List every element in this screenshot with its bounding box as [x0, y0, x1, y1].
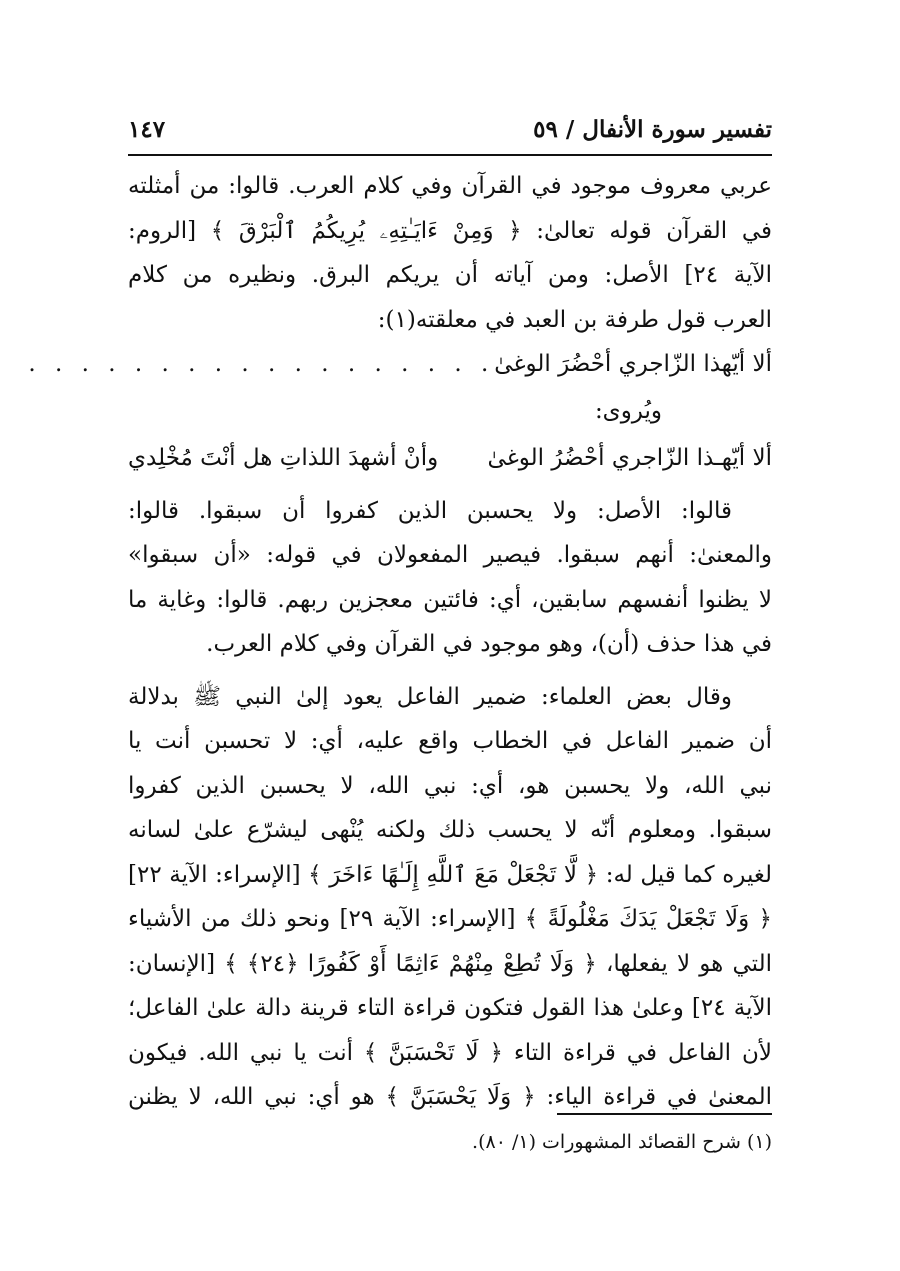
- text-line: أن ضمير الفاعل في الخطاب واقع عليه، أي: لا تحسبن أنت يا: [128, 728, 772, 754]
- text-line: التي هو لا يفعلها، ﴿ وَلَا تُطِعْ مِنْهُمْ ءَاثِمًا أَوْ كَفُورًا ﴿٢٤﴾ ﴾ [الإنسان:: [128, 950, 772, 977]
- text-line: عربي معروف موجود في القرآن وفي كلام العرب. قالوا: من أمثلته: [128, 173, 772, 199]
- verse-second-hemistich: وأنْ أشهدَ اللذاتِ هل أنْتَ مُخْلِدي: [128, 444, 439, 471]
- page-number: ١٤٧: [128, 115, 166, 143]
- poetry-verse: [128, 435, 772, 481]
- text-line: الآية ٢٤] وعلىٰ هذا القول فتكون قراءة التاء قرينة دالة علىٰ الفاعل؛: [128, 995, 772, 1021]
- text-line: لغيره كما قيل له: ﴿ لَّا تَجْعَلْ مَعَ ٱللَّهِ إِلَـٰهًا ءَاخَرَ ﴾ [الإسراء: الآية ٢٢]: [128, 861, 772, 888]
- text-line: ﴿ وَلَا تَجْعَلْ يَدَكَ مَغْلُولَةً ﴾ [الإسراء: الآية ٢٩] ونحو ذلك من الأشياء: [128, 906, 772, 932]
- text-line: لأن الفاعل في قراءة التاء ﴿ لَا تَحْسَبَنَّ ﴾ أنت يا نبي الله. فيكون: [128, 1039, 772, 1066]
- text-line: في القرآن قوله تعالىٰ: ﴿ وَمِنْ ءَايَـٰتِهِۦ يُرِيكُمُ ٱلْبَرْقَ ﴾ [الروم:: [128, 217, 772, 244]
- header-rule: [128, 154, 772, 156]
- text-line: لا يظنوا أنفسهم سابقين، أي: فائتين معجزين ربهم. قالوا: وغاية ما: [128, 586, 772, 613]
- main-text: [28, 164, 772, 1120]
- text-line: العرب قول طرفة بن العبد في معلقته(١):: [377, 306, 772, 333]
- verse-first-hemistich: ألا أيّهـذا الزّاجري أحْضُرُ الوغىٰ: [487, 444, 772, 471]
- footnote: (١) شرح القصائد المشهورات (١/ ٨٠).: [472, 1131, 772, 1153]
- text-line: نبي الله، ولا يحسبن هو، أي: نبي الله، لا يحسبن الذين كفروا: [128, 772, 772, 799]
- text-line: وقال بعض العلماء: ضمير الفاعل يعود إلىٰ النبي ﷺ بدلالة: [128, 683, 732, 710]
- text-line: سبقوا. ومعلوم أنّه لا يحسب ذلك ولكنه يُنْهى ليشرّع علىٰ لسانه: [128, 817, 772, 843]
- riwaya-label: ويُروى:: [594, 397, 662, 424]
- running-title: تفسير سورة الأنفال / ٥٩: [533, 115, 772, 143]
- text-line: في هذا حذف (أن)، وهو موجود في القرآن وفي كلام العرب.: [206, 631, 772, 657]
- text-line: قالوا: الأصل: ولا يحسبن الذين كفروا أن سبقوا. قالوا:: [128, 497, 732, 524]
- verse-ellipsis: . . . . . . . . . . . . . . . . . .: [28, 351, 495, 377]
- page-header: [128, 108, 772, 150]
- footnote-separator: [557, 1113, 772, 1115]
- text-line: المعنىٰ في قراءة الياء: ﴿ وَلَا يَحْسَبَنَّ ﴾ هو أي: نبي الله، لا يظنن: [128, 1084, 772, 1110]
- verse-hemistich: ألا أيّهذا الزّاجري أحْضُرَ الوغىٰ: [494, 351, 772, 377]
- text-line: والمعنىٰ: أنهم سبقوا. فيصير المفعولان في قوله: «أن سبقوا»: [128, 542, 772, 568]
- text-line: الآية ٢٤] الأصل: ومن آياته أن يريكم البرق. ونظيره من كلام: [128, 262, 772, 288]
- poetry-verse: [28, 342, 772, 387]
